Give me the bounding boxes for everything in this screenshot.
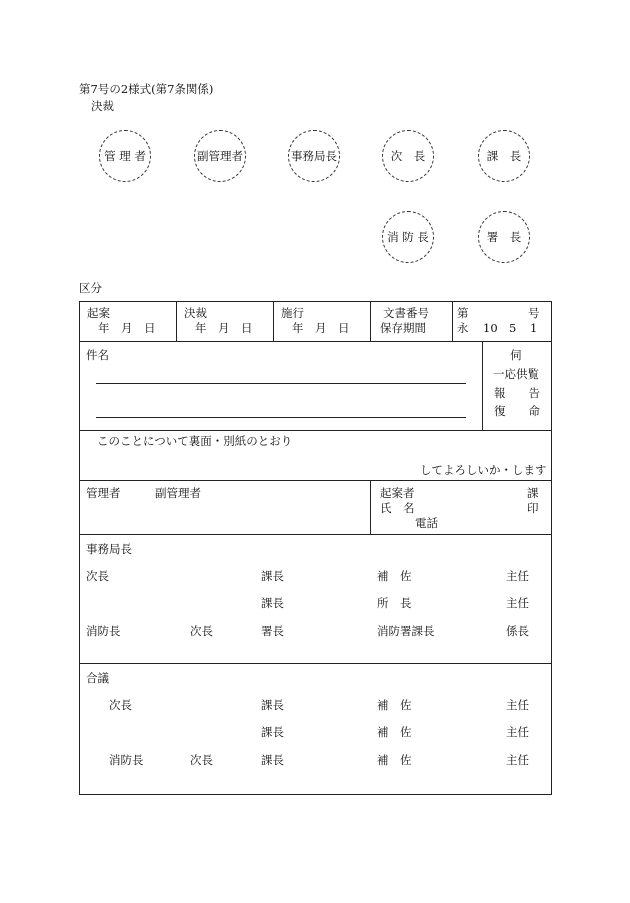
s2-shunin-3: 主任 [506,753,529,767]
kubun-label: 区分 [79,281,102,295]
row-divider [80,341,551,342]
jimukyokucho-label: 事務局長 [86,542,132,556]
kessai-date[interactable]: 年 月 日 [195,321,253,335]
s1-shunin-2: 主任 [506,596,529,610]
go-label: 号 [528,306,540,320]
s2-hosa-1: 補 佐 [377,698,412,712]
s2-jicho: 次長 [109,698,132,712]
option-hokoku[interactable]: 報 告 [494,386,540,400]
s1-jicho-2: 次長 [190,624,213,638]
stamp-label: 管 理 者 [104,149,146,163]
shimei-label: 氏 名 [380,501,415,515]
stamp-label: 課 長 [486,149,522,163]
seko-date[interactable]: 年 月 日 [292,321,350,335]
kenmei-line-2[interactable] [96,417,466,418]
row-divider [80,534,551,535]
s1-kacho-1: 課長 [261,569,284,583]
col-divider [370,302,371,341]
s2-hosa-3: 補 佐 [377,753,412,767]
col-divider [176,302,177,341]
kiansha-label: 起案者 [380,486,415,500]
s2-hosa-2: 補 佐 [377,725,412,739]
bunsho-bango-label: 文書番号 [383,306,429,320]
kessai-date-label: 決裁 [184,306,207,320]
stamp-jicho[interactable] [382,130,434,182]
s1-shocho-small: 所 長 [377,596,412,610]
sign-fuku-kanrisha: 副管理者 [155,486,201,500]
option-fukumei[interactable]: 復 命 [494,404,540,418]
form-title: 第7号の2様式(第7条関係) [79,82,214,96]
col-divider [452,302,453,341]
s2-shobocho: 消防長 [109,753,144,767]
s1-shunin-1: 主任 [506,569,529,583]
dai-label: 第 [457,306,469,320]
s2-kacho-2: 課長 [261,725,284,739]
s1-shoboshokacho: 消防署課長 [377,624,435,638]
stamp-shocho[interactable] [478,211,530,263]
kessai-label: 決裁 [91,99,114,113]
stamp-fuku-kanrisha[interactable] [194,130,246,182]
stamp-label: 副管理者 [197,149,243,163]
stamp-label: 事務局長 [291,149,337,163]
body-text: このことについて裏面・別紙のとおり [97,434,293,448]
s1-shobocho: 消防長 [86,624,121,638]
ka-label: 課 [527,486,539,500]
period-option-5[interactable]: 5 [509,321,517,335]
s1-shocho: 署長 [261,624,284,638]
stamp-shobocho[interactable] [382,211,434,263]
s2-shunin-2: 主任 [506,725,529,739]
row-divider [80,480,551,481]
col-divider [370,480,371,534]
aigi-label: 合議 [86,671,109,685]
col-divider [273,302,274,341]
approval-form [79,301,552,795]
kenmei-line-1[interactable] [96,383,466,384]
s1-hosa: 補 佐 [377,569,412,583]
s2-kacho-3: 課長 [261,753,284,767]
s2-jicho-2: 次長 [190,753,213,767]
hozon-kikan-label: 保存期間 [380,321,426,335]
stamp-kacho[interactable] [478,130,530,182]
kian-date[interactable]: 年 月 日 [98,321,156,335]
period-option-10[interactable]: 10 [483,321,498,335]
option-ichio-kyoran[interactable]: 一応供覧 [493,367,539,381]
col-divider [482,341,483,430]
denwa-label: 電話 [415,516,438,530]
stamp-label: 次 長 [390,149,426,163]
in-label: 印 [527,501,539,515]
sign-kanrisha: 管理者 [86,486,121,500]
stamp-jimukyokucho[interactable] [288,130,340,182]
s1-kakaricho: 係長 [506,624,529,638]
s1-jicho: 次長 [86,569,109,583]
stamp-kanrisha[interactable] [99,130,151,182]
body-text-end: してよろしいか・します [420,463,547,477]
period-option-1[interactable]: 1 [530,321,538,335]
kian-label: 起案 [87,306,110,320]
kenmei-label: 件名 [86,348,109,362]
s2-shunin-1: 主任 [506,698,529,712]
row-divider [80,430,551,431]
s2-kacho-1: 課長 [261,698,284,712]
row-divider [80,663,551,664]
stamp-label: 消 防 長 [387,230,429,244]
stamp-label: 署 長 [486,230,522,244]
ei-option[interactable]: 永 [457,321,469,335]
s1-kacho-2: 課長 [261,596,284,610]
seko-label: 施行 [281,306,304,320]
option-ukagai[interactable]: 伺 [510,348,522,362]
